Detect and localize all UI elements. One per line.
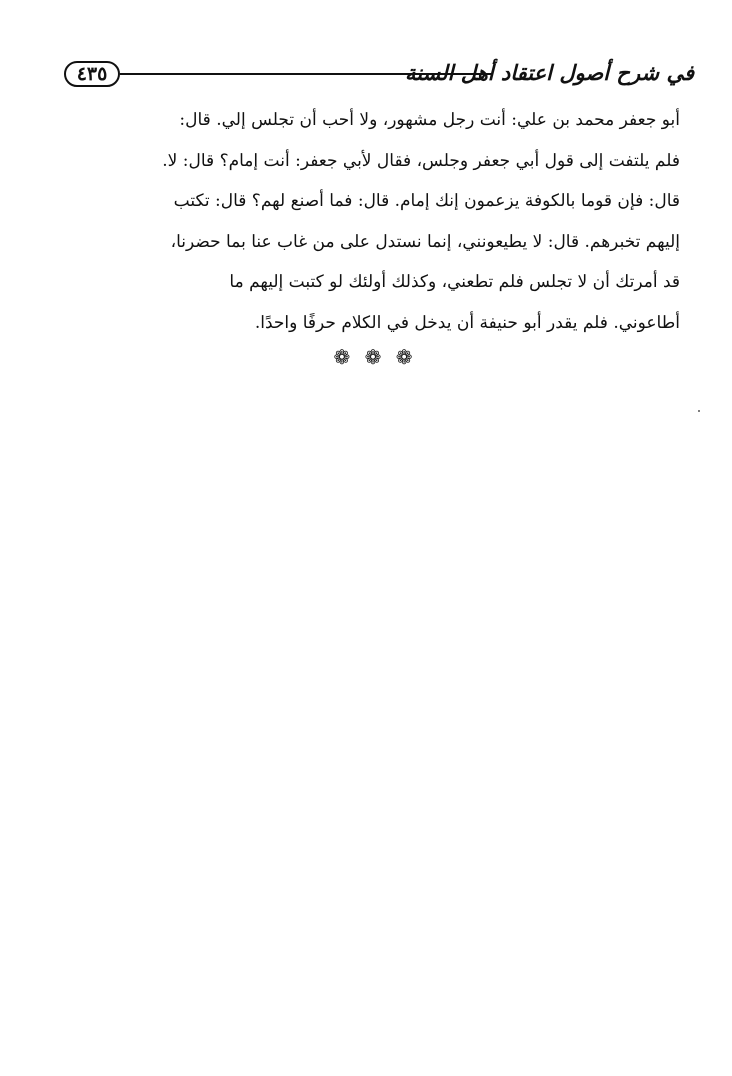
flower-ornament-icon: ❁ bbox=[333, 345, 355, 369]
text-line: قد أمرتك أن لا تجلس فلم تطعني، وكذلك أولئك لو كتبت إليهم ما bbox=[229, 272, 680, 292]
page-header bbox=[64, 58, 694, 92]
section-end-ornaments bbox=[330, 344, 420, 370]
flower-ornament-icon: ❁ bbox=[395, 345, 417, 369]
text-line: قال: فإن قوما بالكوفة يزعمون إنك إمام. قال: فما أصنع لهم؟ قال: تكتب bbox=[173, 191, 680, 211]
text-line: أطاعوني. فلم يقدر أبو حنيفة أن يدخل في الكلام حرفًا واحدًا. bbox=[254, 312, 680, 333]
text-line: إليهم تخبرهم. قال: لا يطيعونني، إنما نستدل على من غاب عنا بما حضرنا، bbox=[170, 231, 680, 252]
page-number: ٤٣٥ bbox=[64, 61, 120, 87]
body-paragraph bbox=[150, 100, 680, 343]
text-line: أبو جعفر محمد بن علي: أنت رجل مشهور، ولا أحب أن تجلس إلي. قال: bbox=[179, 110, 680, 130]
flower-ornament-icon: ❁ bbox=[364, 345, 386, 369]
running-title: في شرح أصول اعتقاد أهل السنة bbox=[404, 60, 694, 85]
text-line: فلم يلتفت إلى قول أبي جعفر وجلس، فقال لأبي جعفر: أنت إمام؟ قال: لا. bbox=[162, 150, 680, 171]
scan-speck bbox=[698, 410, 700, 412]
